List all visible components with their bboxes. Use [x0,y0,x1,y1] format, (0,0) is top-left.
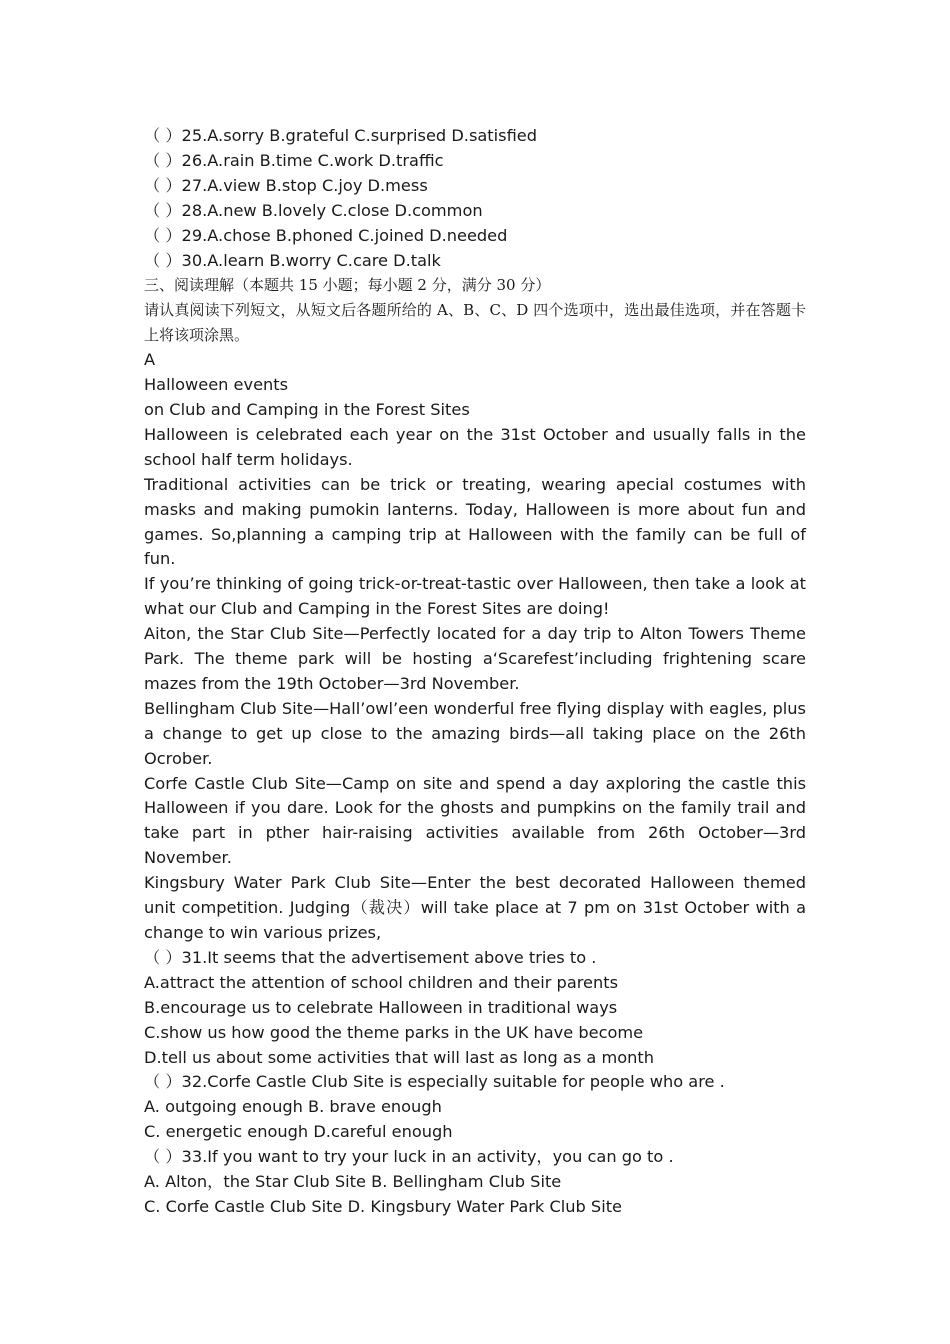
passage-subtitle: on Club and Camping in the Forest Sites [144,399,470,419]
answer-option: A. Alton，the Star Club Site B. Bellingham Club Site [144,1172,562,1192]
answer-option: B.encourage us to celebrate Halloween in traditional ways [144,997,618,1017]
passage-paragraph: Traditional activities can be trick or treating, wearing apecial costumes with masks and making pumokin lanterns. Today, Halloween is more about fun and games. So,planning a camping trip at Halloween with the family can be full of fun. [144,474,806,569]
option-line-29: （ ）29.A.chose B.phoned C.joined D.needed [144,225,508,245]
reading-section [144,273,806,1219]
passage-paragraph: Bellingham Club Site—Hall’owl’een wonderful free flying display with eagles, plus a change to get up close to the amazing birds—all taking place on the 26th Ocrober. [144,698,806,768]
option-line-27: （ ）27.A.view B.stop C.joy D.mess [144,175,428,195]
option-line-30: （ ）30.A.learn B.worry C.care D.talk [144,250,441,270]
question-32 [144,1070,806,1145]
answer-option: C.show us how good the theme parks in the UK have become [144,1022,644,1042]
answer-option: D.tell us about some activities that will last as long as a month [144,1047,655,1067]
answer-option: A.attract the attention of school children and their parents [144,972,619,992]
passage-letter: A [144,350,156,370]
question-stem: （ ）33.If you want to try your luck in an activity，you can go to . [144,1147,674,1167]
document-page [144,124,806,1220]
passage-paragraph: Aiton, the Star Club Site—Perfectly located for a day trip to Alton Towers Theme Park. The theme park will be hosting a‘Scarefest’including frightening scare mazes from the 19th October—3rd November. [144,624,806,693]
question-33 [144,1145,806,1220]
question-stem: （ ）31.It seems that the advertisement above tries to . [144,947,597,967]
option-line-26: （ ）26.A.rain B.time C.work D.traffic [144,150,444,170]
options-section [144,124,806,273]
option-line-25: （ ）25.A.sorry B.grateful C.surprised D.satisfied [144,126,538,145]
section-instructions: 请认真阅读下列短文，从短文后各题所给的 A、B、C、D 四个选项中，选出最佳选项，并在答题卡上将该项涂黑。 [144,301,806,345]
passage-title: Halloween events [144,375,289,395]
section-heading: 三、阅读理解（本题共 15 小题；每小题 2 分，满分 30 分） [144,276,551,295]
passage-paragraph: If you’re thinking of going trick-or-treat-tastic over Halloween, then take a look at what our Club and Camping in the Forest Sites are doing! [144,574,806,619]
answer-option: C. energetic enough D.careful enough [144,1122,453,1142]
question-stem: （ ）32.Corfe Castle Club Site is especially suitable for people who are . [144,1072,725,1092]
answer-option: C. Corfe Castle Club Site D. Kingsbury Water Park Club Site [144,1196,623,1216]
passage-paragraph: Kingsbury Water Park Club Site—Enter the best decorated Halloween themed unit competition. Judging（裁决）will take place at 7 pm on 31st October with a change to win various prizes, [144,873,806,942]
answer-option: A. outgoing enough B. brave enough [144,1097,442,1117]
passage-paragraph: Corfe Castle Club Site—Camp on site and spend a day axploring the castle this Halloween if you dare. Look for the ghosts and pumpkins on the family trail and take part in pther hair-raising activities available from 26th October—3rd November. [144,773,806,868]
option-line-28: （ ）28.A.new B.lovely C.close D.common [144,200,483,220]
question-31 [144,946,806,1071]
passage-paragraph: Halloween is celebrated each year on the 31st October and usually falls in the school half term holidays. [144,424,806,469]
passage-body [144,423,806,946]
